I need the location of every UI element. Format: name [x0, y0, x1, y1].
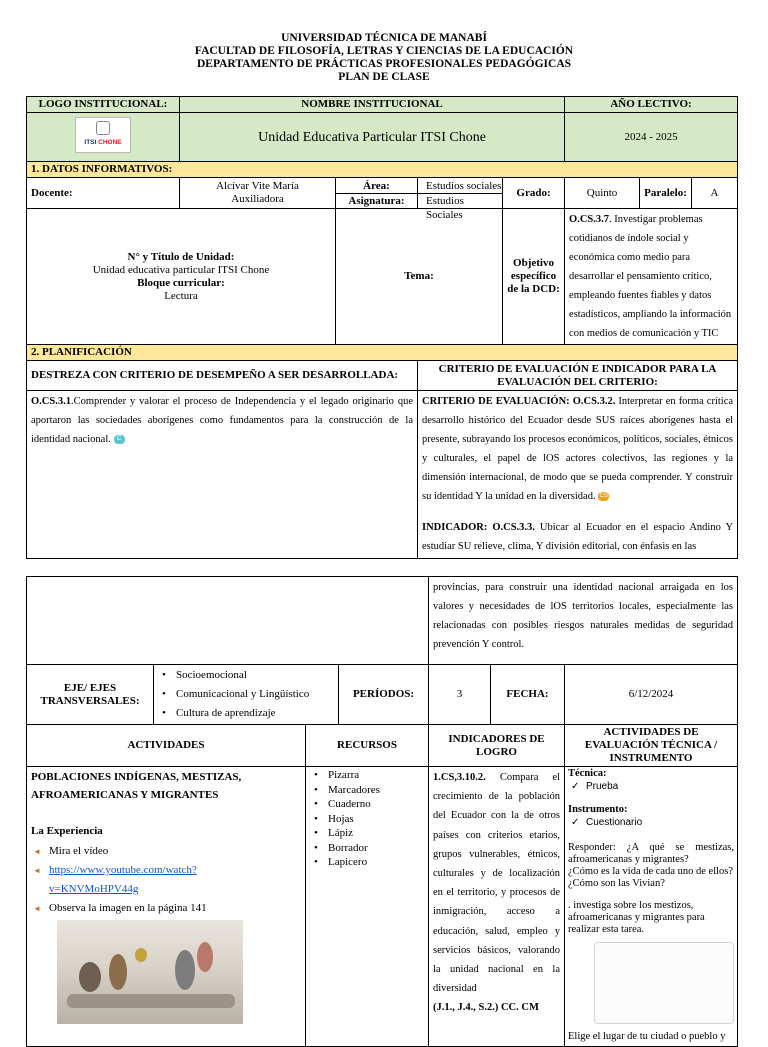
faculty-title: FACULTAD DE FILOSOFÍA, LETRAS Y CIENCIAS DE LA EDUCACIÓN	[194, 45, 574, 57]
video-link-line-1[interactable]: https://www.youtube.com/watch?	[49, 864, 197, 876]
objetivo-label-line-3: de la DCD:	[507, 283, 560, 295]
paralelo-cell	[640, 178, 738, 209]
department-title: DEPARTAMENTO DE PRÁCTICAS PROFESIONALES PEDAGÓGICAS	[196, 58, 572, 70]
eje-item-0: • Socioemocional	[158, 666, 334, 685]
logo-emblem-icon	[96, 121, 110, 135]
section-planificacion: 2. PLANIFICACIÓN	[27, 345, 738, 361]
criterio-header: CRITERIO DE EVALUACIÓN E INDICADOR PARA LA EVALUACIÓN DEL CRITERIO:	[418, 361, 738, 391]
destreza-code: O.CS.3.1	[31, 396, 71, 407]
paralelo-value: A	[710, 186, 719, 199]
area-value: Estudios sociales	[418, 179, 502, 194]
actividades-cell	[27, 767, 306, 1047]
destreza-header: DESTREZA CON CRITERIO DE DESEMPEÑO A SER DESARROLLADA:	[27, 361, 418, 391]
cs-badge-icon: CS	[599, 493, 608, 500]
sketch-image	[594, 942, 734, 1024]
destreza-continuation	[27, 577, 429, 665]
step-watch-video: ◄ Mira el vídeo	[31, 842, 301, 861]
indicadores-header: INDICADORES DE LOGRO	[429, 725, 565, 767]
video-link-line-2[interactable]: v=KNVMoHPV44g	[49, 883, 139, 895]
logo-text-b: CHONE	[98, 139, 122, 146]
logo-text-a: ITSI	[84, 139, 97, 146]
criterio-label: CRITERIO DE EVALUACIÓN: O.CS.3.2.	[422, 396, 616, 407]
tecnica-label: Técnica:	[568, 768, 607, 779]
grado-label: Grado:	[503, 178, 565, 209]
indicador-logro-refs: (J.1., J.4., S.2.) CC. CM	[433, 1002, 539, 1014]
objetivo-value	[565, 209, 738, 345]
indicador-text-part-1: Ubicar al Ecuador en el espacio Andino Y estudiar SU relieve, clima, Y división editorial, con énfasis en las	[422, 522, 734, 552]
area-asignatura-labels	[336, 178, 418, 209]
objetivo-label-line-2: específico	[510, 270, 557, 282]
textbook-page-image	[57, 920, 243, 1024]
actividades-header: ACTIVIDADES	[27, 725, 306, 767]
criterio-text: Interpretar en forma crítica desarrollo histórico del Ecuador desde SUS raíces aborígenes hasta el presente, subrayando los procesos económicos, políticos, sociales, étnicos y culturales, el papel de lOS actores colectivos, las regiones y la dimensión internacional, de modo que se pueda comprender. Y construir su identidad Y la unidad en la diversidad.	[422, 396, 734, 502]
plan-table-page-2	[26, 576, 738, 1047]
school-year: 2024 - 2025	[565, 113, 738, 162]
logo-label: LOGO INSTITUCIONAL:	[27, 97, 180, 113]
recurso-item-2: • Cuaderno	[310, 797, 424, 812]
ejes-label-line-1: EJE/ EJES	[63, 681, 117, 694]
eje-item-2: • Cultura de aprendizaje	[158, 704, 334, 723]
institution-name: Unidad Educativa Particular ITSI Chone	[180, 113, 565, 162]
unidad-value: Unidad educativa particular ITSI Chone	[92, 263, 270, 276]
asignatura-value: Estudios Sociales	[426, 194, 464, 221]
criterio-value	[418, 391, 738, 559]
evaluacion-header: ACTIVIDADES DE EVALUACIÓN TÉCNICA / INSTRUMENTO	[565, 725, 738, 767]
bloque-label: Bloque curricular:	[137, 276, 225, 289]
recurso-item-6: • Lapicero	[310, 855, 424, 870]
question-2: ¿Cómo es la vida de cada uno de ellos?	[568, 866, 734, 877]
video-link[interactable]	[49, 864, 197, 895]
asignatura-label: Asignatura:	[348, 194, 405, 207]
eje-item-1: • Comunicacional y Lingüístico	[158, 685, 334, 704]
evaluacion-cell	[565, 767, 738, 1047]
area-asignatura-values	[418, 178, 503, 221]
indicador-logro-cell	[429, 767, 565, 1047]
docente-label: Docente:	[27, 178, 180, 209]
experiencia-label: La Experiencia	[31, 825, 103, 837]
destreza-text: .Comprender y valorar el proceso de Independencia y el legado originario que aportaron las sociedades aborígenes como fundamentos para la construcción de la identidad nacional.	[31, 396, 413, 445]
ejes-list-cell	[154, 665, 339, 725]
responder-question: Responder: ¿A qué se mestizas, afroamericanas y migrantes?	[568, 842, 735, 865]
area-label: Área:	[336, 179, 417, 194]
fecha-value: 6/12/2024	[565, 665, 738, 725]
objetivo-label-line-1: Objetivo	[513, 257, 554, 269]
ejes-label-line-2: TRANSVERSALES:	[40, 694, 140, 707]
ejes-label	[27, 665, 154, 725]
plan-table-page-1	[26, 96, 738, 559]
school-year-label: AÑO LECTIVO:	[565, 97, 738, 113]
document-title: PLAN DE CLASE	[338, 71, 430, 83]
recurso-item-3: • Hojas	[310, 812, 424, 827]
paralelo-label: Paralelo:	[640, 178, 692, 208]
tecnica-value: ✓ Prueba	[568, 780, 734, 794]
periodos-label: PERÍODOS:	[339, 665, 429, 725]
periodos-value: 3	[429, 665, 491, 725]
elige-task: Elige el lugar de tu ciudad o pueblo y	[568, 1031, 726, 1042]
instrumento-value: ✓ Cuestionario	[568, 816, 734, 830]
indicador-logro-code: 1.CS,3.10.2.	[433, 772, 486, 783]
indicador-label: INDICADOR: O.CS.3.3.	[422, 522, 535, 533]
objetivo-label	[503, 209, 565, 345]
investiga-task: . investiga sobre los mestizos, afroamericanas y migrantes para realizar esta tarea.	[568, 900, 705, 935]
objetivo-text: . Investigar problemas cotidianos de índole social y económica como medio para desarrollar el pensamiento crítico, empleando fuentes fiables y datos estadísticos, ampliando la información con medios de comunicación y TIC	[569, 214, 732, 339]
docente-line-1: Alcívar Vite María	[216, 180, 299, 192]
indicador-continuation: provincias, para construir una identidad nacional arraigada en los valores y necesidades de lOS territorios locales, especialmente las relacionadas con posibles riesgos naturales medidas de seguridad prevención Y control.	[429, 577, 738, 665]
recurso-item-4: • Lápiz	[310, 826, 424, 841]
docente-line-2: Auxiliadora	[231, 193, 284, 205]
unidad-cell	[27, 209, 336, 345]
recursos-cell	[306, 767, 429, 1047]
recurso-item-5: • Borrador	[310, 841, 424, 856]
institution-logo	[75, 117, 131, 153]
university-title: UNIVERSIDAD TÉCNICA DE MANABÍ	[281, 32, 487, 44]
recurso-item-0: • Pizarra	[310, 768, 424, 783]
destreza-value	[27, 391, 418, 559]
grado-value: Quinto	[565, 178, 640, 209]
indicador-logro-text: Compara el crecimiento de la población del Ecuador con la de otros países con criterios etarios, grupos vulnerables, étnicos, culturales y de localización en el territorio, y procesos de inmigración, acceso a educación, salud, empleo y servicios básicos, valorando la unidad nacional en la diversidad	[433, 772, 560, 995]
unidad-label: N° y Título de Unidad:	[127, 250, 235, 263]
recurso-item-1: • Marcadores	[310, 783, 424, 798]
recursos-header: RECURSOS	[306, 725, 429, 767]
question-3: ¿Cómo son las Vivian?	[568, 878, 665, 889]
bloque-value: Lectura	[164, 289, 198, 302]
objetivo-code: O.CS.3.7	[569, 214, 609, 225]
fecha-label: FECHA:	[491, 665, 565, 725]
tema-label: Tema:	[336, 209, 503, 345]
institution-name-label: NOMBRE INSTITUCIONAL	[180, 97, 565, 113]
activity-title: POBLACIONES INDÍGENAS, MESTIZAS, AFROAMERICANAS Y MIGRANTES	[31, 771, 242, 801]
docente-value	[180, 178, 336, 209]
video-link-item[interactable]	[31, 861, 301, 899]
step-observe-image: ◄ Observa la imagen en la página 141	[31, 899, 301, 918]
c-badge-icon: C	[114, 435, 125, 444]
section-datos-informativos: 1. DATOS INFORMATIVOS:	[27, 162, 738, 178]
logo-cell	[27, 113, 180, 162]
instrumento-label: Instrumento:	[568, 804, 628, 815]
